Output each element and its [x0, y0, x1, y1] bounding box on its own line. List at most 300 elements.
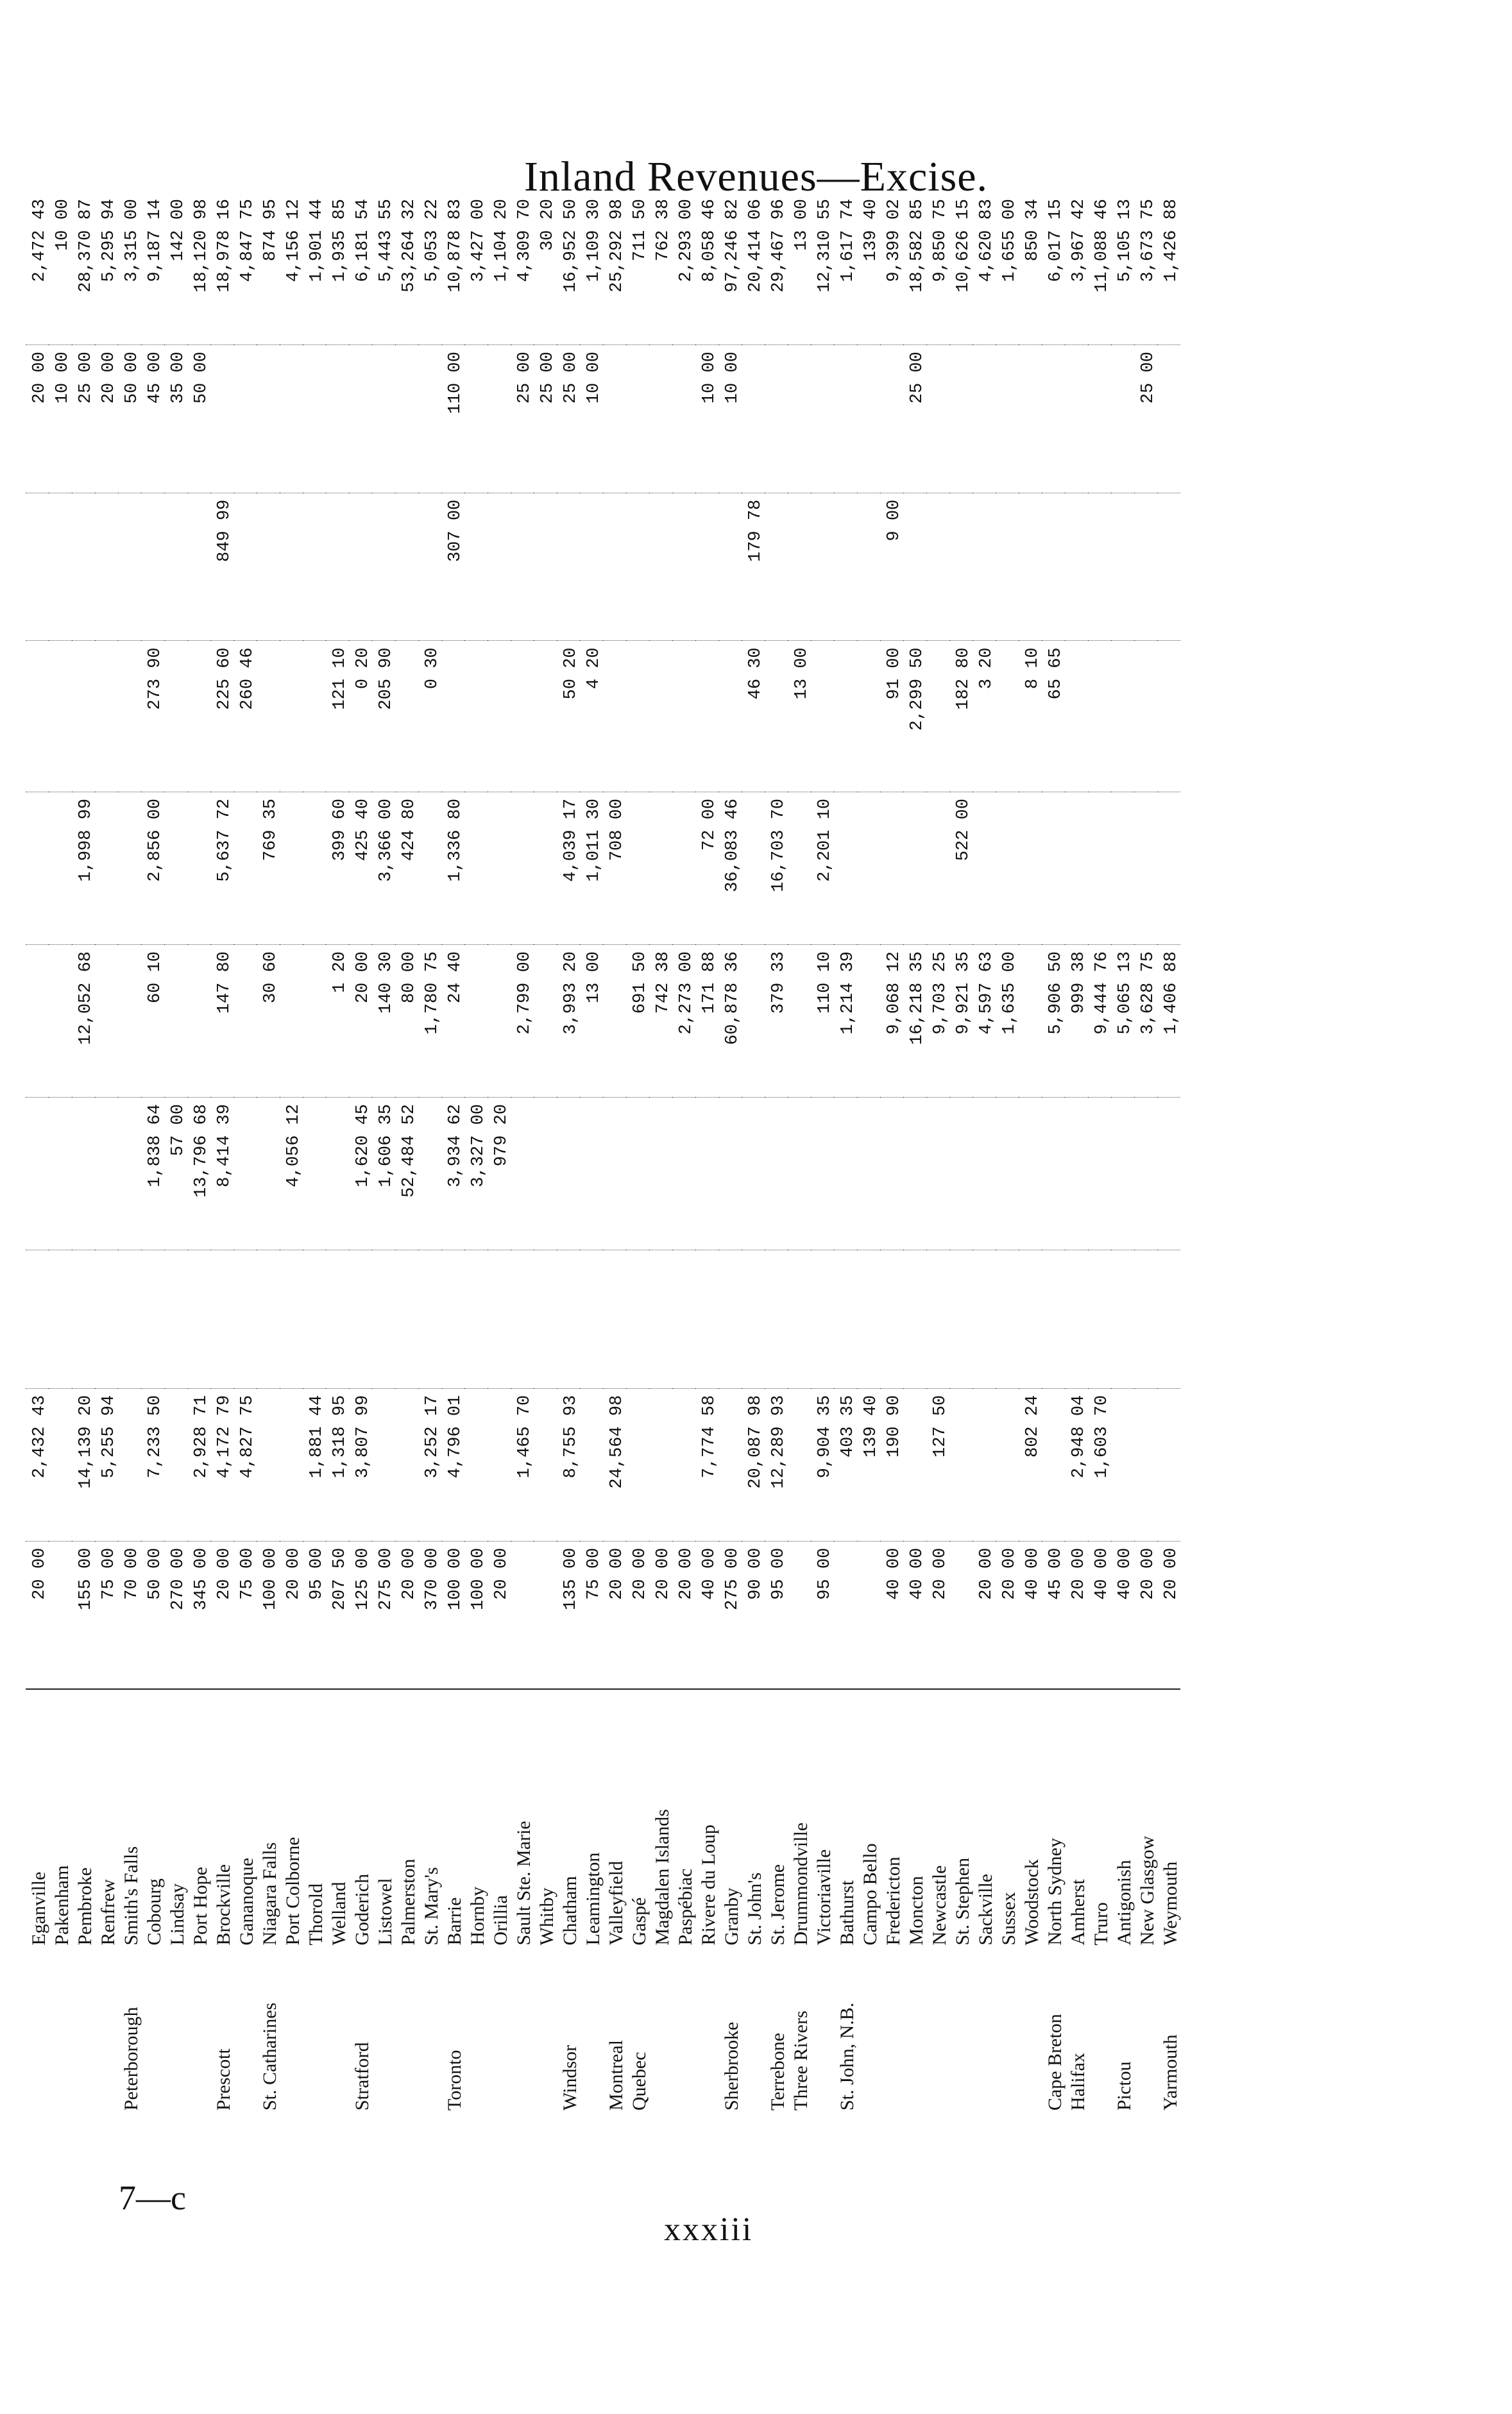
- amount-cell: [880, 1098, 903, 1250]
- amount-cell: 403 35: [834, 1388, 857, 1541]
- amount-cell: 18,120 98: [192, 199, 211, 293]
- district-cell: Prescott: [213, 2048, 234, 2111]
- amount-cell: [464, 345, 488, 493]
- amount-cell: [1134, 641, 1157, 792]
- amount-cell: [1065, 1098, 1088, 1250]
- amount-cell: 127 50: [926, 1388, 949, 1541]
- table-row: [118, 192, 141, 2117]
- amount-cell: [1042, 345, 1065, 493]
- amount-cell: [996, 345, 1019, 493]
- table-row: [1042, 192, 1065, 2117]
- amount-cell: [534, 1388, 557, 1541]
- district-cell: [1088, 1952, 1111, 2117]
- amount-cell: [234, 1098, 257, 1250]
- amount-cell: [1065, 493, 1088, 641]
- amount-cell: [626, 1388, 649, 1541]
- district-cell: Terrebone: [767, 2032, 788, 2111]
- amount-cell: [649, 493, 672, 641]
- amount-cell: 3,315 00: [123, 199, 142, 282]
- amount-cell: [234, 792, 257, 944]
- amount-cell: [603, 493, 626, 641]
- district-cell: [1134, 1952, 1157, 2117]
- amount-cell: [488, 641, 511, 792]
- amount-cell: [765, 1098, 788, 1250]
- amount-cell: [926, 345, 949, 493]
- amount-cell: 91 00: [880, 641, 903, 792]
- amount-cell: [303, 792, 326, 944]
- amount-cell: 425 40: [349, 792, 372, 944]
- station-cell: St. Stephen: [949, 1689, 973, 1951]
- amount-cell: [395, 1388, 418, 1541]
- amount-cell: 60 10: [141, 945, 164, 1098]
- amount-cell: 1,603 70: [1088, 1388, 1111, 1541]
- station-cell: Valleyfield: [603, 1689, 626, 1951]
- amount-cell: [72, 1098, 95, 1250]
- amount-cell: [1134, 1098, 1157, 1250]
- amount-cell: 4,156 12: [284, 199, 303, 282]
- amount-cell: [464, 945, 488, 1098]
- amount-cell: [511, 641, 534, 792]
- amount-cell: [672, 641, 695, 792]
- amount-cell: 708 00: [603, 792, 626, 944]
- table-row: [441, 192, 464, 2117]
- amount-cell: [26, 1250, 49, 1389]
- amount-cell: [765, 345, 788, 493]
- table-row: [811, 192, 834, 2117]
- amount-cell: 742 38: [649, 945, 672, 1098]
- amount-cell: 3,673 75: [1139, 199, 1158, 282]
- amount-cell: 139 40: [857, 1388, 880, 1541]
- amount-cell: 5,637 72: [210, 792, 234, 944]
- amount-cell: 20 00: [672, 1541, 695, 1689]
- amount-cell: 4,796 01: [441, 1388, 464, 1541]
- amount-cell: 399 60: [326, 792, 349, 944]
- station-cell: Campo Bello: [857, 1689, 880, 1951]
- district-cell: [926, 1952, 949, 2117]
- station-cell: Antigonish: [1111, 1689, 1134, 1951]
- amount-cell: [257, 345, 280, 493]
- table-row: [164, 192, 187, 2117]
- amount-cell: [949, 1098, 973, 1250]
- amount-cell: [1065, 641, 1088, 792]
- amount-cell: [511, 792, 534, 944]
- amount-cell: [49, 493, 72, 641]
- amount-cell: [1111, 1388, 1134, 1541]
- amount-cell: 225 60: [210, 641, 234, 792]
- amount-cell: 9 00: [880, 493, 903, 641]
- district-cell: [72, 1952, 95, 2117]
- amount-cell: [718, 641, 742, 792]
- table-row: [996, 192, 1019, 2117]
- station-cell: Niagara Falls: [257, 1689, 280, 1951]
- amount-cell: [418, 1250, 441, 1389]
- amount-cell: 6,017 15: [1046, 199, 1066, 282]
- amount-cell: 45 00: [1042, 1541, 1065, 1689]
- amount-cell: 10 00: [718, 345, 742, 493]
- station-cell: Gaspé: [626, 1689, 649, 1951]
- amount-cell: [973, 493, 996, 641]
- amount-cell: [280, 1388, 303, 1541]
- table-row: [695, 192, 718, 2117]
- amount-cell: [649, 792, 672, 944]
- amount-cell: [626, 641, 649, 792]
- table-row: [72, 192, 95, 2117]
- amount-cell: [441, 1250, 464, 1389]
- amount-cell: 4,620 83: [977, 199, 996, 282]
- amount-cell: [418, 1098, 441, 1250]
- amount-cell: [834, 1541, 857, 1689]
- amount-cell: 9,904 35: [811, 1388, 834, 1541]
- amount-cell: [603, 345, 626, 493]
- amount-cell: 9,444 76: [1088, 945, 1111, 1098]
- district-cell: Montreal: [606, 2040, 627, 2111]
- amount-cell: [834, 1098, 857, 1250]
- district-cell: [326, 1952, 349, 2117]
- amount-cell: 18,978 16: [215, 199, 234, 293]
- district-cell: [164, 1952, 187, 2117]
- amount-cell: 20 00: [996, 1541, 1019, 1689]
- amount-cell: [488, 345, 511, 493]
- amount-cell: [1019, 493, 1042, 641]
- amount-cell: [49, 792, 72, 944]
- table-row: [534, 192, 557, 2117]
- district-cell: [1019, 1952, 1042, 2117]
- amount-cell: 20 00: [973, 1541, 996, 1689]
- amount-cell: 121 10: [326, 641, 349, 792]
- amount-cell: 20,414 06: [746, 199, 765, 293]
- district-cell: [303, 1952, 326, 2117]
- station-cell: St. Jerome: [765, 1689, 788, 1951]
- table-row: [26, 192, 49, 2117]
- amount-cell: [395, 493, 418, 641]
- district-cell: [973, 1952, 996, 2117]
- station-cell: Granby: [718, 1689, 742, 1951]
- station-cell: Victoriaville: [811, 1689, 834, 1951]
- station-cell: Rivere du Loup: [695, 1689, 718, 1951]
- amount-cell: 1,426 88: [1162, 199, 1181, 282]
- amount-cell: [1042, 1098, 1065, 1250]
- amount-cell: 1,838 64: [141, 1098, 164, 1250]
- amount-cell: 3,967 42: [1069, 199, 1089, 282]
- station-cell: Moncton: [903, 1689, 926, 1951]
- amount-cell: 1,998 99: [72, 792, 95, 944]
- station-cell: Eganville: [26, 1689, 49, 1951]
- amount-cell: 50 00: [187, 345, 210, 493]
- amount-cell: [164, 641, 187, 792]
- station-cell: Pakenham: [49, 1689, 72, 1951]
- amount-cell: 10 00: [695, 345, 718, 493]
- amount-cell: [580, 1250, 603, 1389]
- station-cell: Fredericton: [880, 1689, 903, 1951]
- amount-cell: [26, 1098, 49, 1250]
- amount-cell: [1042, 1250, 1065, 1389]
- amount-cell: [1134, 1388, 1157, 1541]
- district-cell: [488, 1952, 511, 2117]
- amount-cell: 53,264 32: [400, 199, 419, 293]
- table-row: [95, 192, 118, 2117]
- station-cell: St. Mary's: [418, 1689, 441, 1951]
- amount-cell: 46 30: [742, 641, 765, 792]
- amount-cell: [557, 1250, 580, 1389]
- amount-cell: 379 33: [765, 945, 788, 1098]
- district-cell: [187, 1952, 210, 2117]
- amount-cell: 50 00: [141, 1541, 164, 1689]
- amount-cell: [834, 493, 857, 641]
- table-row: [1088, 192, 1111, 2117]
- district-cell: St. Catharines: [259, 2002, 280, 2111]
- table-row: [372, 192, 395, 2117]
- amount-cell: [118, 1388, 141, 1541]
- amount-cell: 110 10: [811, 945, 834, 1098]
- station-cell: Listowel: [372, 1689, 395, 1951]
- amount-cell: [672, 493, 695, 641]
- amount-cell: [257, 1388, 280, 1541]
- amount-cell: [234, 493, 257, 641]
- amount-cell: 3,807 99: [349, 1388, 372, 1541]
- amount-cell: [488, 1388, 511, 1541]
- amount-cell: [603, 641, 626, 792]
- amount-cell: [534, 641, 557, 792]
- amount-cell: [1088, 641, 1111, 792]
- amount-cell: 20 00: [626, 1541, 649, 1689]
- station-cell: Cobourg: [141, 1689, 164, 1951]
- amount-cell: 147 80: [210, 945, 234, 1098]
- amount-cell: 762 38: [654, 199, 673, 262]
- amount-cell: [1134, 1250, 1157, 1389]
- district-cell: Stratford: [352, 2042, 373, 2111]
- table-row: [742, 192, 765, 2117]
- amount-cell: [834, 641, 857, 792]
- amount-cell: [996, 1388, 1019, 1541]
- amount-cell: [811, 345, 834, 493]
- amount-cell: [164, 1250, 187, 1389]
- amount-cell: 90 00: [742, 1541, 765, 1689]
- amount-cell: 849 99: [210, 493, 234, 641]
- amount-cell: 11,088 46: [1092, 199, 1112, 293]
- amount-cell: [742, 1098, 765, 1250]
- amount-cell: [118, 641, 141, 792]
- district-cell: [996, 1952, 1019, 2117]
- amount-cell: [765, 493, 788, 641]
- amount-cell: 24,564 98: [603, 1388, 626, 1541]
- district-cell: [695, 1952, 718, 2117]
- amount-cell: 70 00: [118, 1541, 141, 1689]
- amount-cell: [1157, 641, 1180, 792]
- amount-cell: [534, 493, 557, 641]
- amount-cell: [349, 345, 372, 493]
- amount-cell: [1157, 792, 1180, 944]
- amount-cell: [118, 1098, 141, 1250]
- district-cell: [234, 1952, 257, 2117]
- amount-cell: [1111, 345, 1134, 493]
- district-cell: [580, 1952, 603, 2117]
- amount-cell: [788, 1388, 811, 1541]
- amount-cell: [372, 345, 395, 493]
- district-cell: [95, 1952, 118, 2117]
- amount-cell: [1019, 792, 1042, 944]
- amount-cell: [580, 1388, 603, 1541]
- amount-cell: 1,465 70: [511, 1388, 534, 1541]
- district-cell: Windsor: [559, 2044, 581, 2111]
- amount-cell: 40 00: [1111, 1541, 1134, 1689]
- table-row: [141, 192, 164, 2117]
- amount-cell: [557, 493, 580, 641]
- amount-cell: [72, 641, 95, 792]
- table-row: [326, 192, 349, 2117]
- amount-cell: [49, 1098, 72, 1250]
- amount-cell: 12,310 55: [815, 199, 835, 293]
- amount-cell: 1,620 45: [349, 1098, 372, 1250]
- amount-cell: [1111, 792, 1134, 944]
- amount-cell: 2,273 00: [672, 945, 695, 1098]
- station-cell: Truro: [1088, 1689, 1111, 1951]
- amount-cell: [141, 1250, 164, 1389]
- district-cell: [880, 1952, 903, 2117]
- amount-cell: [857, 792, 880, 944]
- amount-cell: 207 50: [326, 1541, 349, 1689]
- amount-cell: [280, 1250, 303, 1389]
- table-row: [718, 192, 742, 2117]
- district-cell: [464, 1952, 488, 2117]
- amount-cell: [742, 345, 765, 493]
- amount-cell: [857, 1098, 880, 1250]
- amount-cell: 20 00: [1065, 1541, 1088, 1689]
- amount-cell: [672, 792, 695, 944]
- amount-cell: 2,472 43: [30, 199, 49, 282]
- amount-cell: [857, 345, 880, 493]
- table-row: [949, 192, 973, 2117]
- amount-cell: [187, 792, 210, 944]
- amount-cell: [464, 1250, 488, 1389]
- amount-cell: [926, 1098, 949, 1250]
- table-row: [488, 192, 511, 2117]
- amount-cell: [788, 1541, 811, 1689]
- amount-cell: 20 00: [349, 945, 372, 1098]
- amount-cell: [49, 641, 72, 792]
- amount-cell: 1,655 00: [1000, 199, 1019, 282]
- amount-cell: [718, 1250, 742, 1389]
- district-cell: [903, 1952, 926, 2117]
- amount-cell: 4,172 79: [210, 1388, 234, 1541]
- district-cell: [857, 1952, 880, 2117]
- amount-cell: 5,065 13: [1111, 945, 1134, 1098]
- table-row: [303, 192, 326, 2117]
- amount-cell: 95 00: [811, 1541, 834, 1689]
- amount-cell: [926, 493, 949, 641]
- amount-cell: 5,906 50: [1042, 945, 1065, 1098]
- amount-cell: 40 00: [903, 1541, 926, 1689]
- amount-cell: [811, 1098, 834, 1250]
- amount-cell: 75 00: [580, 1541, 603, 1689]
- amount-cell: 1,617 74: [838, 199, 858, 282]
- amount-cell: [1088, 792, 1111, 944]
- station-cell: Sackville: [973, 1689, 996, 1951]
- amount-cell: [464, 493, 488, 641]
- amount-cell: [372, 493, 395, 641]
- amount-cell: [926, 1250, 949, 1389]
- amount-cell: [1157, 1098, 1180, 1250]
- amount-cell: [903, 1388, 926, 1541]
- amount-cell: 65 65: [1042, 641, 1065, 792]
- district-cell: Halifax: [1067, 2053, 1089, 2111]
- amount-cell: [1134, 792, 1157, 944]
- table-row: [765, 192, 788, 2117]
- amount-cell: [1157, 1388, 1180, 1541]
- amount-cell: [1065, 1250, 1088, 1389]
- amount-cell: [26, 493, 49, 641]
- amount-cell: 1,214 39: [834, 945, 857, 1098]
- table-row: [257, 192, 280, 2117]
- amount-cell: [418, 792, 441, 944]
- amount-cell: [880, 792, 903, 944]
- amount-cell: 1,881 44: [303, 1388, 326, 1541]
- table-row: [903, 192, 926, 2117]
- amount-cell: [603, 945, 626, 1098]
- amount-cell: 9,068 12: [880, 945, 903, 1098]
- amount-cell: [788, 1250, 811, 1389]
- station-cell: Palmerston: [395, 1689, 418, 1951]
- amount-cell: [695, 1098, 718, 1250]
- amount-cell: 1,318 95: [326, 1388, 349, 1541]
- amount-cell: 3,327 00: [464, 1098, 488, 1250]
- amount-cell: 1,935 85: [330, 199, 350, 282]
- table-row: [788, 192, 811, 2117]
- station-cell: New Glasgow: [1134, 1689, 1157, 1951]
- amount-cell: [187, 945, 210, 1098]
- amount-cell: [1065, 792, 1088, 944]
- station-cell: St. John's: [742, 1689, 765, 1951]
- amount-cell: 3,628 75: [1134, 945, 1157, 1098]
- amount-cell: [141, 493, 164, 641]
- amount-cell: 28,370 87: [76, 199, 96, 293]
- amount-cell: [372, 1250, 395, 1389]
- amount-cell: [788, 1098, 811, 1250]
- station-cell: Woodstock: [1019, 1689, 1042, 1951]
- amount-cell: [303, 493, 326, 641]
- amount-cell: 5,443 55: [377, 199, 396, 282]
- table-row: [418, 192, 441, 2117]
- amount-cell: [164, 792, 187, 944]
- amount-cell: [234, 945, 257, 1098]
- district-cell: [534, 1952, 557, 2117]
- amount-cell: 3,427 00: [469, 199, 488, 282]
- amount-cell: [718, 493, 742, 641]
- amount-cell: 100 00: [257, 1541, 280, 1689]
- amount-cell: 769 35: [257, 792, 280, 944]
- amount-cell: 1,406 88: [1157, 945, 1180, 1098]
- amount-cell: [649, 1388, 672, 1541]
- amount-cell: [257, 493, 280, 641]
- amount-cell: [742, 945, 765, 1098]
- amount-cell: [695, 493, 718, 641]
- station-cell: Sault Ste. Marie: [511, 1689, 534, 1951]
- station-cell: Port Colborne: [280, 1689, 303, 1951]
- amount-cell: [903, 493, 926, 641]
- amount-cell: 1,104 20: [492, 199, 511, 282]
- station-cell: Bathurst: [834, 1689, 857, 1951]
- amount-cell: [164, 493, 187, 641]
- amount-cell: [72, 1250, 95, 1389]
- amount-cell: [95, 792, 118, 944]
- amount-cell: [303, 641, 326, 792]
- amount-cell: 13 00: [792, 199, 811, 251]
- amount-cell: [395, 641, 418, 792]
- district-cell: [742, 1952, 765, 2117]
- amount-cell: [996, 641, 1019, 792]
- amount-cell: 4,056 12: [280, 1098, 303, 1250]
- amount-cell: 20 00: [649, 1541, 672, 1689]
- amount-cell: 345 00: [187, 1541, 210, 1689]
